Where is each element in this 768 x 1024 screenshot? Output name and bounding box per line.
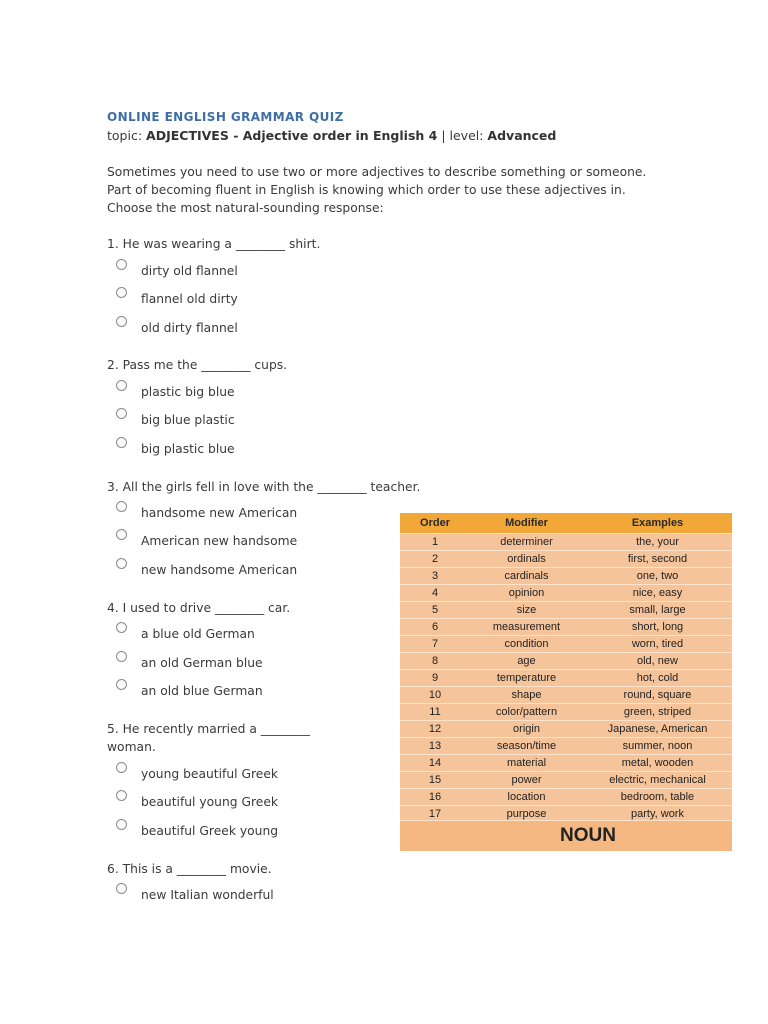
radio-button[interactable] [116,790,127,801]
cell-modifier: cardinals [504,570,549,582]
cell-order: 4 [431,587,439,599]
intro-line: Choose the most natural-sounding response: [107,201,384,215]
option-label: handsome new American [141,506,298,520]
cell-examples: old, new [637,655,678,667]
cell-order: 9 [431,672,439,684]
radio-button[interactable] [116,622,127,633]
cell-order: 8 [431,655,439,667]
option-label: a blue old German [141,627,255,641]
radio-button[interactable] [116,287,127,298]
noun-footer [400,820,732,851]
cell-examples: worn, tired [631,638,684,650]
radio-button[interactable] [116,819,127,830]
table-row [400,550,732,568]
radio-button[interactable] [116,651,127,662]
header-examples: Examples [631,517,684,529]
table-row [400,771,732,789]
header-order: Order [420,517,450,529]
radio-button[interactable] [116,259,127,270]
cell-examples: metal, wooden [621,757,694,769]
topic-line [107,128,556,143]
adjective-order-table [400,513,732,850]
cell-order: 16 [428,791,442,803]
cell-order: 12 [428,723,442,735]
cell-modifier: purpose [506,808,547,820]
cell-order: 14 [428,757,442,769]
radio-button[interactable] [116,679,127,690]
option-label: beautiful young Greek [141,795,279,809]
cell-order: 13 [428,740,442,752]
level-value: Advanced [487,128,557,143]
cell-modifier: material [506,757,547,769]
table-header [400,513,732,533]
cell-order: 15 [428,774,442,786]
option-label: beautiful Greek young [141,824,279,838]
cell-order: 10 [428,689,442,701]
table-row [400,737,732,755]
intro-text [107,163,707,217]
intro-line: Part of becoming fluent in English is knowing which order to use these adjectives in. [107,183,626,197]
question-4: 4. I used to drive ________ car. [107,601,291,615]
cell-order: 6 [431,621,439,633]
cell-examples: hot, cold [636,672,679,684]
table-row [400,703,732,721]
cell-modifier: size [516,604,537,616]
question-5-line: woman. [107,740,156,754]
topic-label: topic: [107,128,143,143]
option-label: old dirty flannel [141,321,238,335]
radio-button[interactable] [116,558,127,569]
table-row [400,533,732,551]
cell-modifier: location [507,791,546,803]
cell-examples: nice, easy [632,587,683,599]
noun-label: NOUN [560,825,616,846]
cell-examples: one, two [636,570,679,582]
cell-order: 7 [431,638,439,650]
cell-modifier: shape [511,689,542,701]
cell-modifier: measurement [492,621,561,633]
option-label: an old blue German [141,684,263,698]
table-row [400,652,732,670]
cell-modifier: color/pattern [495,706,558,718]
cell-modifier: origin [513,723,540,735]
page-title: ONLINE ENGLISH GRAMMAR QUIZ [107,110,344,124]
table-row [400,788,732,806]
cell-modifier: power [511,774,542,786]
radio-button[interactable] [116,408,127,419]
cell-modifier: condition [504,638,549,650]
option-label: young beautiful Greek [141,767,279,781]
cell-order: 3 [431,570,439,582]
option-label: big blue plastic [141,413,235,427]
cell-modifier: determiner [500,536,553,548]
cell-modifier: season/time [496,740,557,752]
cell-order: 2 [431,553,439,565]
option-label: new Italian wonderful [141,888,274,902]
radio-button[interactable] [116,762,127,773]
table-row [400,584,732,602]
table-row [400,686,732,704]
cell-examples: Japanese, American [607,723,708,735]
cell-modifier: ordinals [507,553,546,565]
cell-examples: the, your [636,536,679,548]
table-row [400,635,732,653]
cell-examples: party, work [631,808,684,820]
radio-button[interactable] [116,437,127,448]
cell-examples: bedroom, table [620,791,695,803]
table-row [400,601,732,619]
table-row [400,567,732,585]
radio-button[interactable] [116,316,127,327]
question-1: 1. He was wearing a ________ shirt. [107,237,321,251]
option-label: an old German blue [141,656,263,670]
cell-modifier: age [517,655,536,667]
option-label: flannel old dirty [141,292,238,306]
cell-examples: first, second [627,553,688,565]
cell-examples: short, long [631,621,684,633]
table-row [400,618,732,636]
cell-order: 5 [431,604,439,616]
question-2: 2. Pass me the ________ cups. [107,358,288,372]
option-label: plastic big blue [141,385,235,399]
intro-line: Sometimes you need to use two or more adjectives to describe something or someone. [107,165,647,179]
cell-order: 17 [428,808,442,820]
table-row [400,669,732,687]
cell-order: 11 [429,706,441,718]
cell-examples: summer, noon [622,740,693,752]
cell-order: 1 [431,536,439,548]
radio-button[interactable] [116,529,127,540]
question-5-line: 5. He recently married a ________ [107,722,310,736]
topic-value: ADJECTIVES - Adjective order in English 4 [146,128,438,143]
radio-button[interactable] [116,501,127,512]
radio-button[interactable] [116,883,127,894]
option-label: big plastic blue [141,442,235,456]
cell-modifier: temperature [496,672,557,684]
question-5 [107,720,310,756]
level-label: | level: [437,128,484,143]
option-label: dirty old flannel [141,264,238,278]
question-6: 6. This is a ________ movie. [107,862,272,876]
option-label: American new handsome [141,534,298,548]
option-label: new handsome American [141,563,298,577]
cell-examples: round, square [623,689,692,701]
cell-examples: small, large [629,604,686,616]
cell-modifier: opinion [508,587,545,599]
header-modifier: Modifier [505,517,548,529]
radio-button[interactable] [116,380,127,391]
cell-examples: electric, mechanical [609,774,706,786]
cell-examples: green, striped [623,706,692,718]
table-row [400,754,732,772]
question-3: 3. All the girls fell in love with the ________ teacher. [107,480,421,494]
table-row [400,720,732,738]
